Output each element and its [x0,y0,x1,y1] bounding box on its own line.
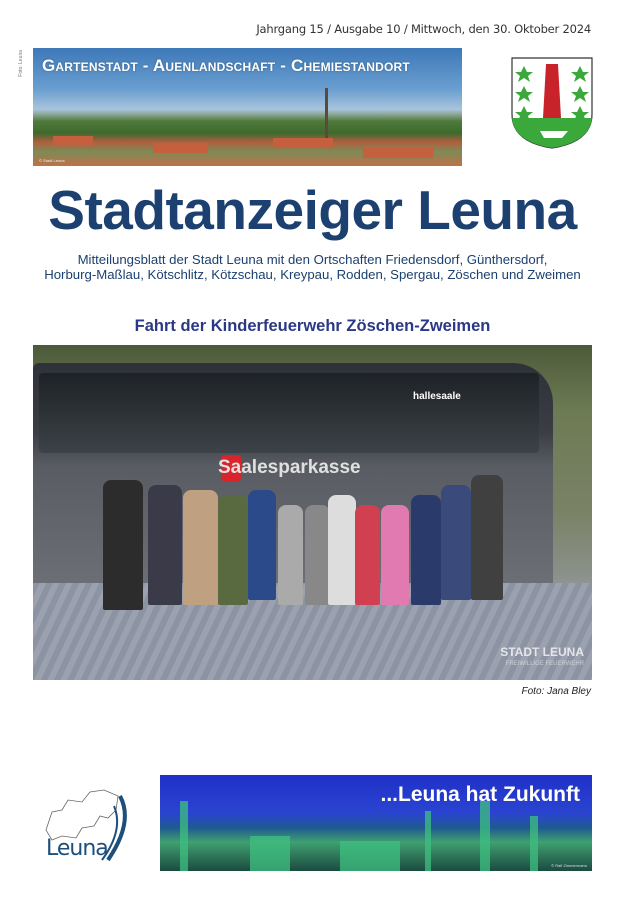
watermark-stadt-leuna: STADT LEUNA [500,645,584,659]
issue-dateline: Jahrgang 15 / Ausgabe 10 / Mittwoch, den 30. Oktober 2024 [256,22,591,36]
header-banner-image [33,48,462,166]
footer-banner-credit: © Ralf Zimmermann [551,863,587,868]
lead-headline: Fahrt der Kinderfeuerwehr Zöschen-Zweimen [134,317,491,335]
banner-title: Gartenstadt - Auenlandschaft - Chemiestandort [42,56,410,75]
lead-photo [33,345,592,680]
coat-of-arms-crest [510,56,594,150]
masthead-subtitle [0,252,625,282]
footer-banner-title: ...Leuna hat Zukunft [380,783,580,806]
subtitle-line-2: Horburg-Maßlau, Kötschlitz, Kötzschau, Kreypau, Rodden, Spergau, Zöschen und Zweimen [44,267,581,282]
masthead-title: Stadtanzeiger Leuna [48,179,577,241]
side-photo-credit: Foto: Leuna [18,50,24,77]
banner-credit: © Stadt Leuna [39,158,65,163]
footer-banner-image [160,775,592,871]
bus-logo: hallesaale [413,391,461,402]
leuna-logo-text: Leuna [46,836,108,861]
bus-ad-text: Saalesparkasse [218,457,361,478]
subtitle-line-1: Mitteilungsblatt der Stadt Leuna mit den Ortschaften Friedensdorf, Günthersdorf, [77,252,548,267]
watermark-feuerwehr: FREIWILLIGE FEUERWEHR [505,661,584,667]
bus-windows [39,373,539,453]
photo-caption: Foto: Jana Bley [521,686,591,697]
